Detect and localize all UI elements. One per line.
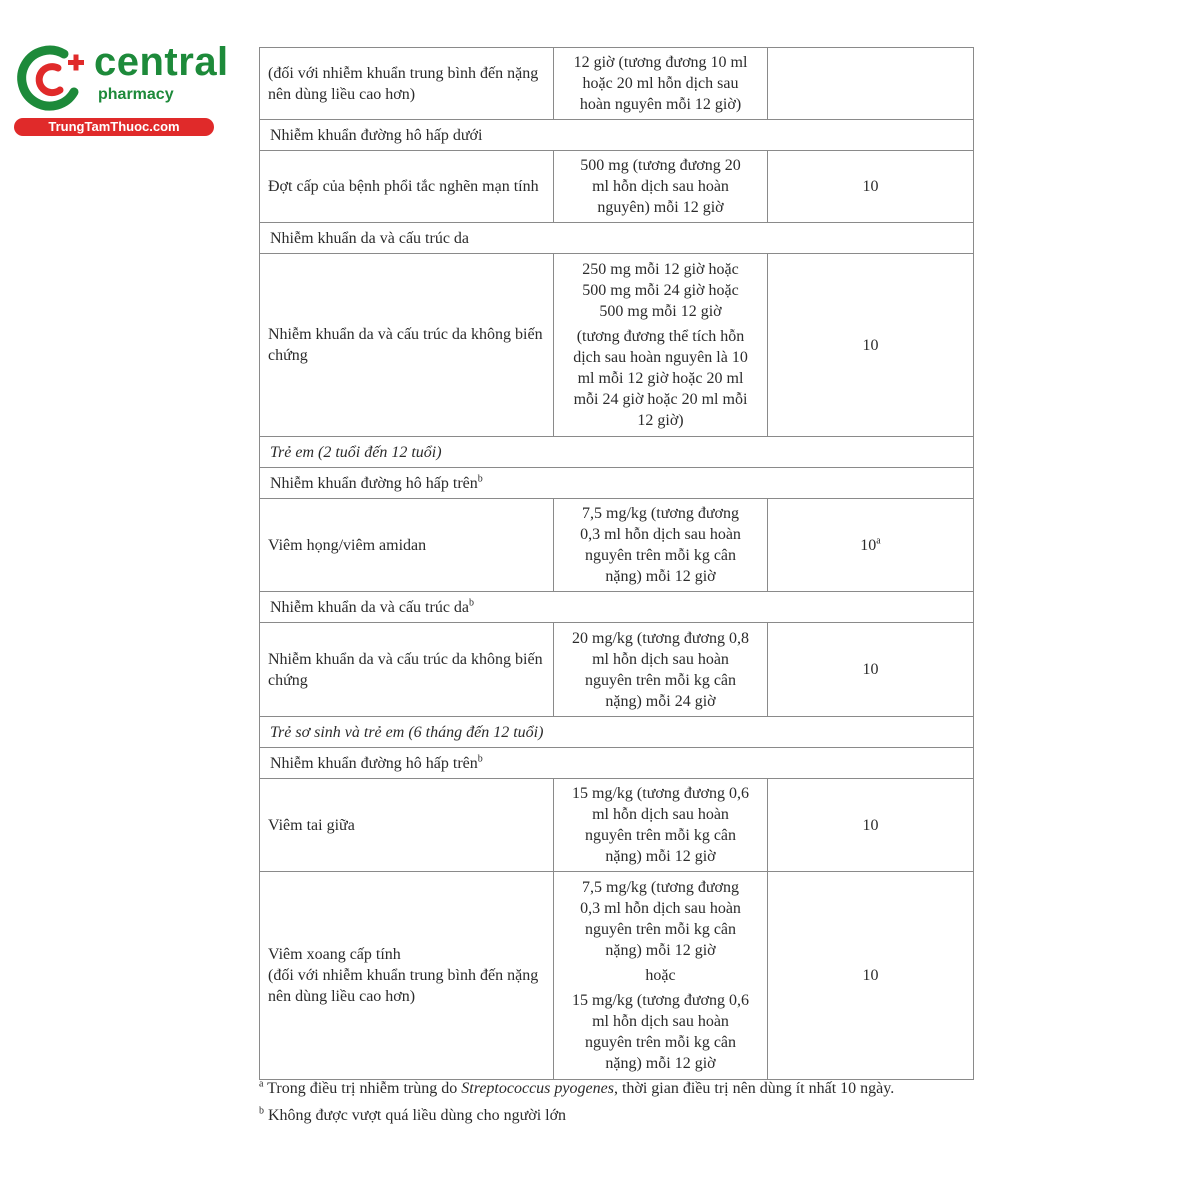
dose-line: nặng) mỗi 24 giờ [605,692,716,710]
section-row [260,120,974,151]
indication-title: Viêm xoang cấp tính [268,946,401,963]
duration-cell [768,499,974,592]
section-row [260,468,974,499]
dose-cell [554,48,768,120]
indication-cell: Viêm họng/viêm amidan [260,499,554,592]
duration-cell: 10 [768,872,974,1080]
footnote-a-text-end: , thời gian điều trị nên dùng ít nhất 10 ngày. [613,1080,895,1097]
dose-line: nặng) mỗi 12 giờ [605,942,716,959]
dose-line: 15 mg/kg (tương đương 0,6 [572,992,749,1009]
dose-cell [554,779,768,872]
section-heading-text: Nhiễm khuẩn đường hô hấp trên [270,474,478,492]
age-group-heading: Trẻ sơ sinh và trẻ em (6 tháng đến 12 tuổi) [260,717,974,748]
age-group-heading: Trẻ em (2 tuổi đến 12 tuổi) [260,437,974,468]
dose-line: 12 giờ) [637,412,684,429]
dose-line: 7,5 mg/kg (tương đương [582,505,739,522]
dose-line: 250 mg mỗi 12 giờ hoặc [582,261,739,278]
dose-line: ml hỗn dịch sau hoàn [592,650,729,668]
dose-line: hoặc 20 ml hỗn dịch sau [582,75,739,92]
group-row [260,437,974,468]
dose-line: nguyên trên mỗi kg cân [584,921,737,938]
footnote-marker: b [259,1105,264,1117]
central-logo-icon [12,40,88,116]
section-heading-text: Nhiễm khuẩn đường hô hấp trên [270,754,478,772]
indication-cell: Nhiễm khuẩn da và cấu trúc da không biến chứng [260,254,554,437]
dose-line: 20 mg/kg (tương đương 0,8 [572,629,749,647]
footnote-marker: a [876,535,881,547]
dose-line: mỗi 24 giờ hoặc 20 ml mỗi [573,391,748,408]
duration-cell: 10 [768,151,974,223]
table-row [260,48,974,120]
brand-subtitle: pharmacy [98,86,174,103]
dose-line: nguyên trên mỗi kg cân [584,827,737,844]
footnote-marker: b [469,597,475,609]
dose-line: nguyên trên mỗi kg cân [584,671,737,689]
dose-line: 15 mg/kg (tương đương 0,6 [572,785,749,802]
dose-line: dịch sau hoàn nguyên là 10 [573,349,748,366]
section-heading [260,592,974,623]
section-row [260,223,974,254]
section-heading-text: Nhiễm khuẩn da và cấu trúc da [270,598,470,616]
footnote-a-organism: Streptococcus pyogenes [461,1080,614,1097]
footnote-b [259,1105,973,1126]
dose-line: nguyên) mỗi 12 giờ [597,199,724,216]
indication-note: (đối với nhiễm khuẩn trung bình đến nặng nên dùng liều cao hơn) [268,967,539,1005]
dose-line: ml mỗi 12 giờ hoặc 20 ml [577,370,744,387]
section-heading [260,748,974,779]
dose-line: nặng) mỗi 12 giờ [605,1055,716,1072]
dose-line: 500 mg mỗi 12 giờ [599,303,722,320]
dose-cell [554,499,768,592]
footnote-a [259,1078,973,1099]
brand-url: TrungTamThuoc.com [14,118,214,136]
dose-line: nguyên trên mỗi kg cân [584,1034,737,1051]
brand-logo [8,36,229,136]
indication-cell: Nhiễm khuẩn da và cấu trúc da không biến chứng [260,623,554,717]
dose-line: nặng) mỗi 12 giờ [605,568,716,585]
duration-cell: 10 [768,254,974,437]
dose-line: (tương đương thể tích hỗn [576,328,745,345]
footnote-marker: b [477,753,483,765]
section-heading [260,468,974,499]
indication-cell: Viêm tai giữa [260,779,554,872]
section-row [260,748,974,779]
section-heading: Nhiễm khuẩn da và cấu trúc da [260,223,974,254]
footnote-marker: b [477,473,483,485]
footnote-a-text: Trong điều trị nhiễm trùng do [267,1080,462,1097]
dose-line: ml hỗn dịch sau hoàn [592,1013,729,1030]
indication-cell: (đối với nhiễm khuẩn trung bình đến nặng nên dùng liều cao hơn) [260,48,554,120]
footnote-b-text: Không được vượt quá liều dùng cho người lớn [268,1107,567,1124]
dose-line: 0,3 ml hỗn dịch sau hoàn [580,526,741,543]
footnotes [259,1078,973,1132]
dose-line: nặng) mỗi 12 giờ [605,848,716,865]
duration-cell [768,48,974,120]
table-row [260,254,974,437]
section-heading: Nhiễm khuẩn đường hô hấp dưới [260,120,974,151]
dose-line: 500 mg (tương đương 20 [580,157,741,174]
duration-cell: 10 [768,779,974,872]
table-row [260,623,974,717]
dose-cell [554,872,768,1080]
table-row [260,779,974,872]
table-row [260,499,974,592]
dose-line: 7,5 mg/kg (tương đương [582,879,739,896]
indication-cell: Đợt cấp của bệnh phổi tắc nghẽn mạn tính [260,151,554,223]
duration-value: 10 [860,536,877,554]
dose-line: ml hỗn dịch sau hoàn [592,178,729,195]
dose-line: 12 giờ (tương đương 10 ml [573,54,748,71]
dose-line: hoàn nguyên mỗi 12 giờ) [579,96,742,113]
dose-cell [554,623,768,717]
dose-line: ml hỗn dịch sau hoàn [592,806,729,823]
footnote-marker: a [259,1078,264,1090]
table-row [260,151,974,223]
table-row [260,872,974,1080]
duration-cell: 10 [768,623,974,717]
dose-line: 500 mg mỗi 24 giờ hoặc [582,282,739,299]
dosage-table [259,47,974,1080]
dose-cell [554,254,768,437]
group-row [260,717,974,748]
brand-name: central [94,40,229,84]
dose-cell [554,151,768,223]
dose-or: hoặc [645,967,676,984]
section-row [260,592,974,623]
dose-line: 0,3 ml hỗn dịch sau hoàn [580,900,741,917]
dose-line: nguyên trên mỗi kg cân [584,547,737,564]
indication-cell [260,872,554,1080]
